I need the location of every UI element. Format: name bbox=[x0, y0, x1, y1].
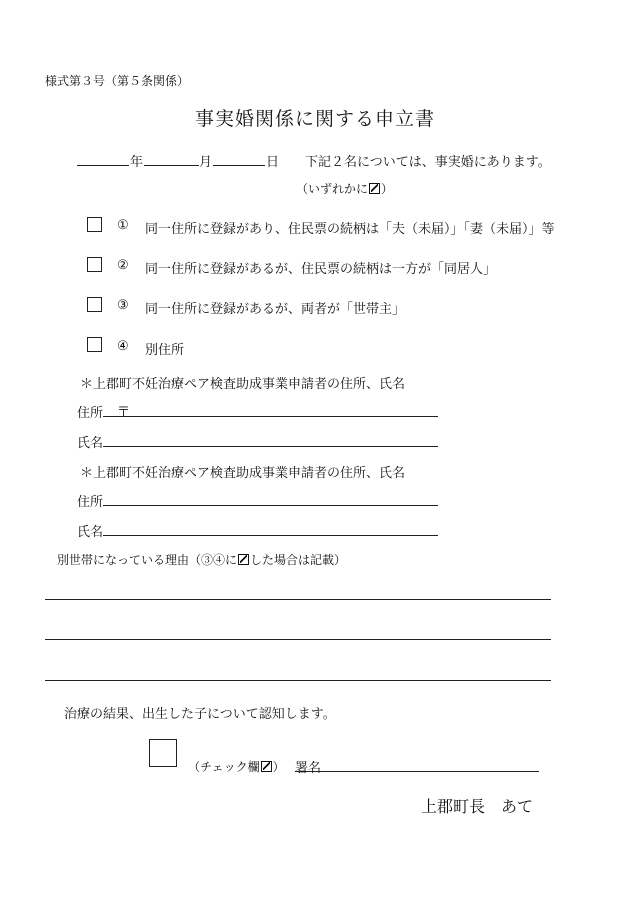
check-column-label bbox=[188, 758, 285, 775]
applicant-1-address-field[interactable] bbox=[103, 416, 438, 417]
year-label: 年 bbox=[130, 155, 144, 170]
option-2-checkbox[interactable] bbox=[87, 257, 102, 272]
acknowledgement-text: 治療の結果、出生した子について認知します。 bbox=[64, 707, 336, 722]
applicant-2-address-label: 住所 bbox=[77, 495, 104, 510]
option-3-number: ③ bbox=[117, 298, 129, 313]
applicant-2-heading: ＊上郡町不妊治療ペア検査助成事業申請者の住所、氏名 bbox=[80, 466, 406, 481]
month-label: 月 bbox=[199, 155, 213, 170]
page-title: 事実婚関係に関する申立書 bbox=[195, 108, 436, 130]
addressee: 上郡町長 あて bbox=[421, 797, 534, 816]
reason-prefix: 別世帯になっている理由（③④に bbox=[57, 553, 238, 567]
option-2-text: 同一住所に登録があるが、住民票の続柄は一方が「同居人」 bbox=[145, 262, 497, 277]
option-1-checkbox[interactable] bbox=[87, 217, 102, 232]
day-label: 日 bbox=[266, 155, 280, 170]
applicant-1-address-label: 住所 bbox=[77, 406, 104, 421]
postal-mark: 〒 bbox=[117, 405, 131, 420]
option-4-checkbox[interactable] bbox=[87, 337, 102, 352]
applicant-1-name-label: 氏名 bbox=[77, 436, 104, 451]
option-3-checkbox[interactable] bbox=[87, 297, 102, 312]
reason-label bbox=[57, 551, 346, 568]
instruction bbox=[296, 180, 393, 197]
reason-line-2[interactable] bbox=[45, 639, 551, 640]
option-3-text: 同一住所に登録があるが、両者が「世帯主」 bbox=[145, 302, 406, 317]
instruction-prefix: （いずれかに bbox=[296, 182, 369, 196]
signature-label: 署名 bbox=[295, 761, 322, 776]
option-4-number: ④ bbox=[117, 339, 129, 354]
applicant-1-heading: ＊上郡町不妊治療ペア検査助成事業申請者の住所、氏名 bbox=[80, 377, 406, 392]
instruction-suffix: ） bbox=[381, 182, 394, 196]
year-blank[interactable] bbox=[77, 165, 129, 166]
check-mark-icon bbox=[369, 183, 380, 194]
reason-line-3[interactable] bbox=[45, 680, 551, 681]
option-2-number: ② bbox=[117, 258, 129, 273]
form-number: 様式第３号（第５条関係） bbox=[45, 74, 190, 88]
signature-field[interactable] bbox=[295, 771, 539, 772]
option-4-text: 別住所 bbox=[145, 343, 185, 358]
check-column-prefix: （チェック欄 bbox=[188, 760, 260, 774]
day-blank[interactable] bbox=[213, 165, 265, 166]
option-1-number: ① bbox=[117, 218, 129, 233]
check-mark-icon bbox=[238, 554, 249, 565]
option-1-text: 同一住所に登録があり、住民票の続柄は「夫（未届）」「妻（未届）」等 bbox=[145, 222, 555, 237]
reason-suffix: した場合は記載） bbox=[250, 553, 347, 567]
applicant-2-name-field[interactable] bbox=[103, 535, 438, 536]
check-mark-icon bbox=[261, 761, 272, 772]
month-blank[interactable] bbox=[144, 165, 199, 166]
acknowledgement-checkbox[interactable] bbox=[149, 739, 177, 767]
applicant-2-address-field[interactable] bbox=[103, 505, 438, 506]
applicant-2-name-label: 氏名 bbox=[77, 525, 104, 540]
check-column-suffix: ） bbox=[272, 760, 285, 774]
applicant-1-name-field[interactable] bbox=[103, 446, 438, 447]
reason-line-1[interactable] bbox=[45, 599, 551, 600]
statement: 下記２名については、事実婚にあります。 bbox=[305, 155, 551, 170]
